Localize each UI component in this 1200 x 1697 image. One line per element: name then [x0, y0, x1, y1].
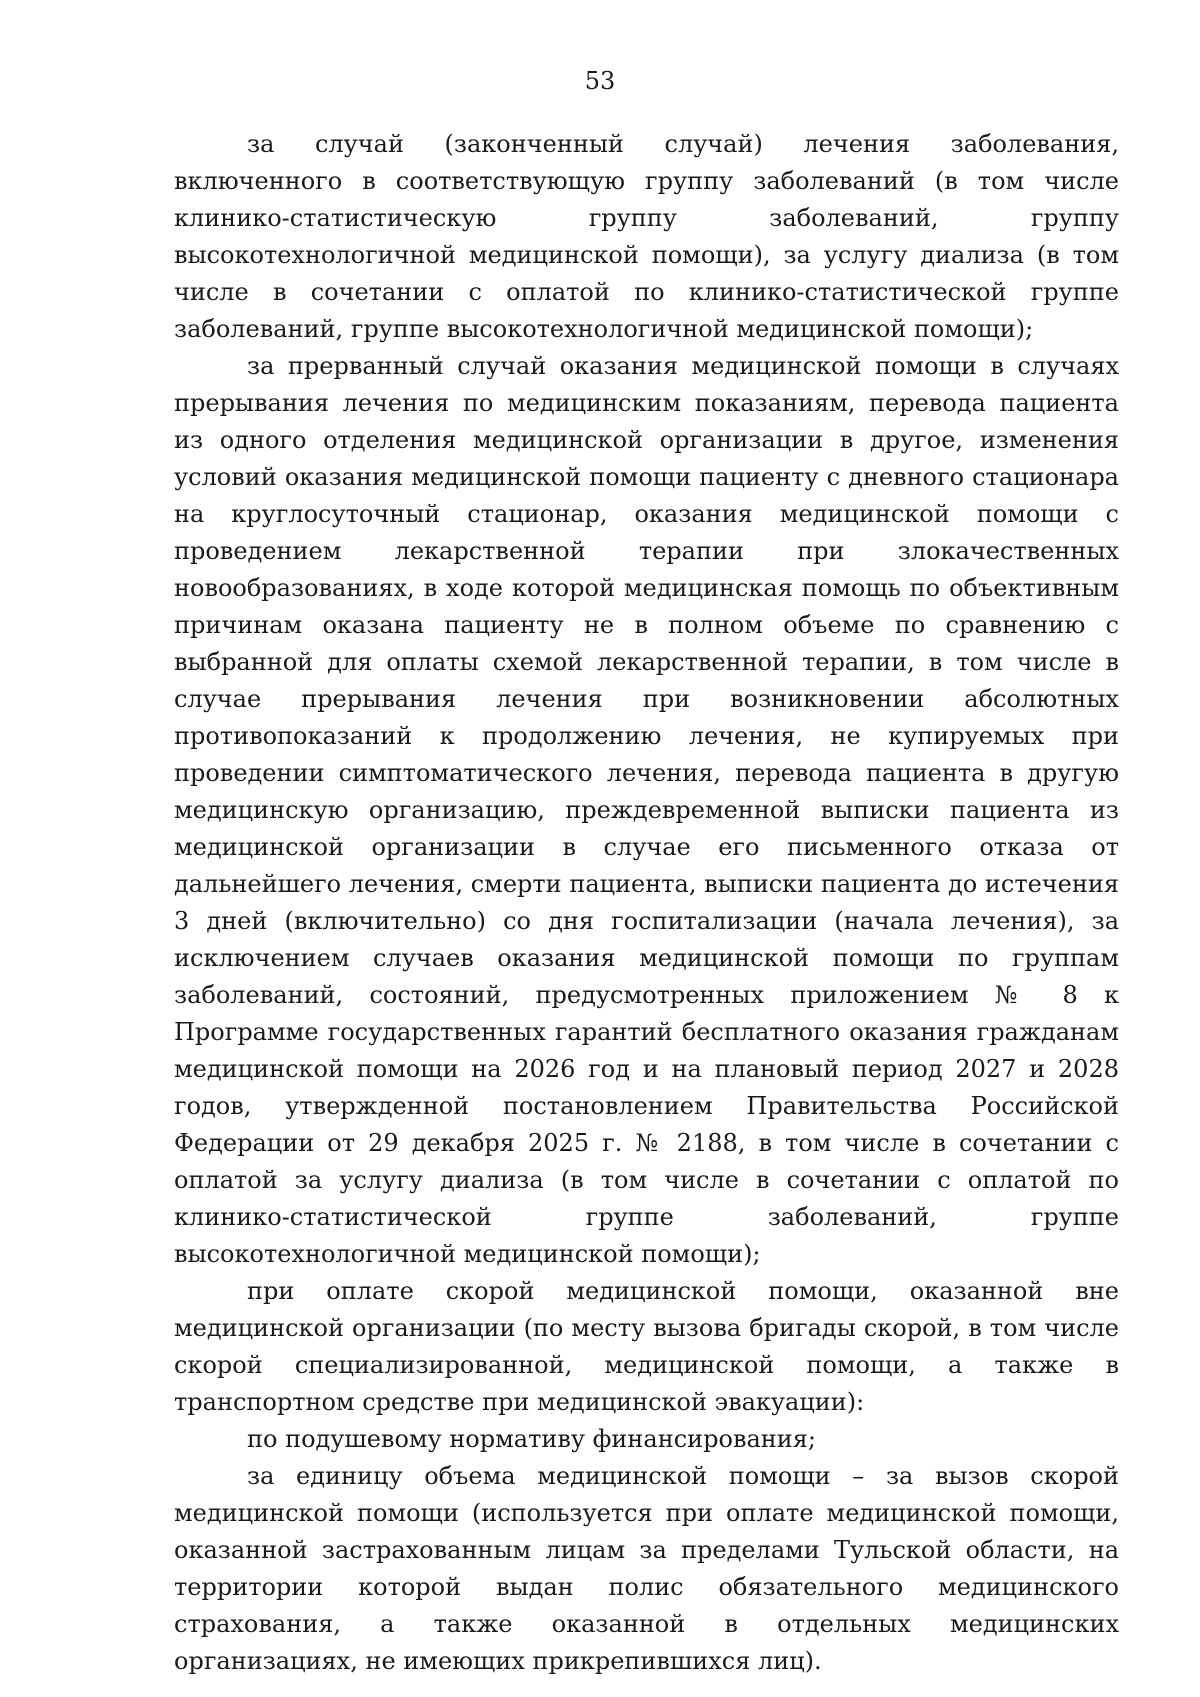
- paragraph-per-unit-volume: за единицу объема медицинской помощи – за вызов скорой медицинской помощи (используется при оплате медицинской помощи, оказанной застрахованным лицам за пределами Тульской области, на территории которой выдан полис обязательного медицинского страхования, а также оказанной в отдельных медицинских организациях, не имеющих прикрепившихся лиц).: [174, 1462, 1119, 1675]
- page-number: 53: [584, 67, 616, 95]
- paragraph-interrupted-case: за прерванный случай оказания медицинской помощи в случаях прерывания лечения по медицинским показаниям, перевода пациента из одного отделения медицинской организации в другое, изменения условий оказания медицинской помощи пациенту с дневного стационара на круглосуточный стационар, оказания медицинской помощи с проведением лекарственной терапии при злокачественных новообразованиях, в ходе которой медицинская помощь по объективным причинам оказана пациенту не в полном объеме по сравнению с выбранной для оплаты схемой лекарственной терапии, в том числе в случае прерывания лечения при возникновении абсолютных противопоказаний к продолжению лечения, не купируемых при проведении симптоматического лечения, перевода пациента в другую медицинскую организацию, преждевременной выписки пациента из медицинской организации в случае его письменного отказа от дальнейшего лечения, смерти пациента, выписки пациента до истечения 3 дней (включительно) со дня госпитализации (начала лечения), за исключением случаев оказания медицинской помощи по группам заболеваний, состояний, предусмотренных приложением № 8 к Программе государственных гарантий бесплатного оказания гражданам медицинской помощи на 2026 год и на плановый период 2027 и 2028 годов, утвержденной постановлением Правительства Российской Федерации от 29 декабря 2025 г. № 2188, в том числе в сочетании с оплатой за услугу диализа (в том числе в сочетании с оплатой по клинико-статистической группе заболеваний, группе высокотехнологичной медицинской помощи);: [174, 352, 1119, 1268]
- paragraph-ambulance-payment: при оплате скорой медицинской помощи, оказанной вне медицинской организации (по месту вызова бригады скорой, в том числе скорой специализированной, медицинской помощи, а также в транспортном средстве при медицинской эвакуации):: [174, 1277, 1119, 1416]
- paragraph-per-capita-standard: по подушевому нормативу финансирования;: [247, 1425, 817, 1453]
- paragraph-completed-case: за случай (законченный случай) лечения заболевания, включенного в соответствующую группу заболеваний (в том числе клинико-статистическую группу заболеваний, группу высокотехнологичной медицинской помощи), за услугу диализа (в том числе в сочетании с оплатой по клинико-статистической группе заболеваний, группе высокотехнологичной медицинской помощи);: [174, 130, 1119, 343]
- document-body: [174, 126, 1119, 1680]
